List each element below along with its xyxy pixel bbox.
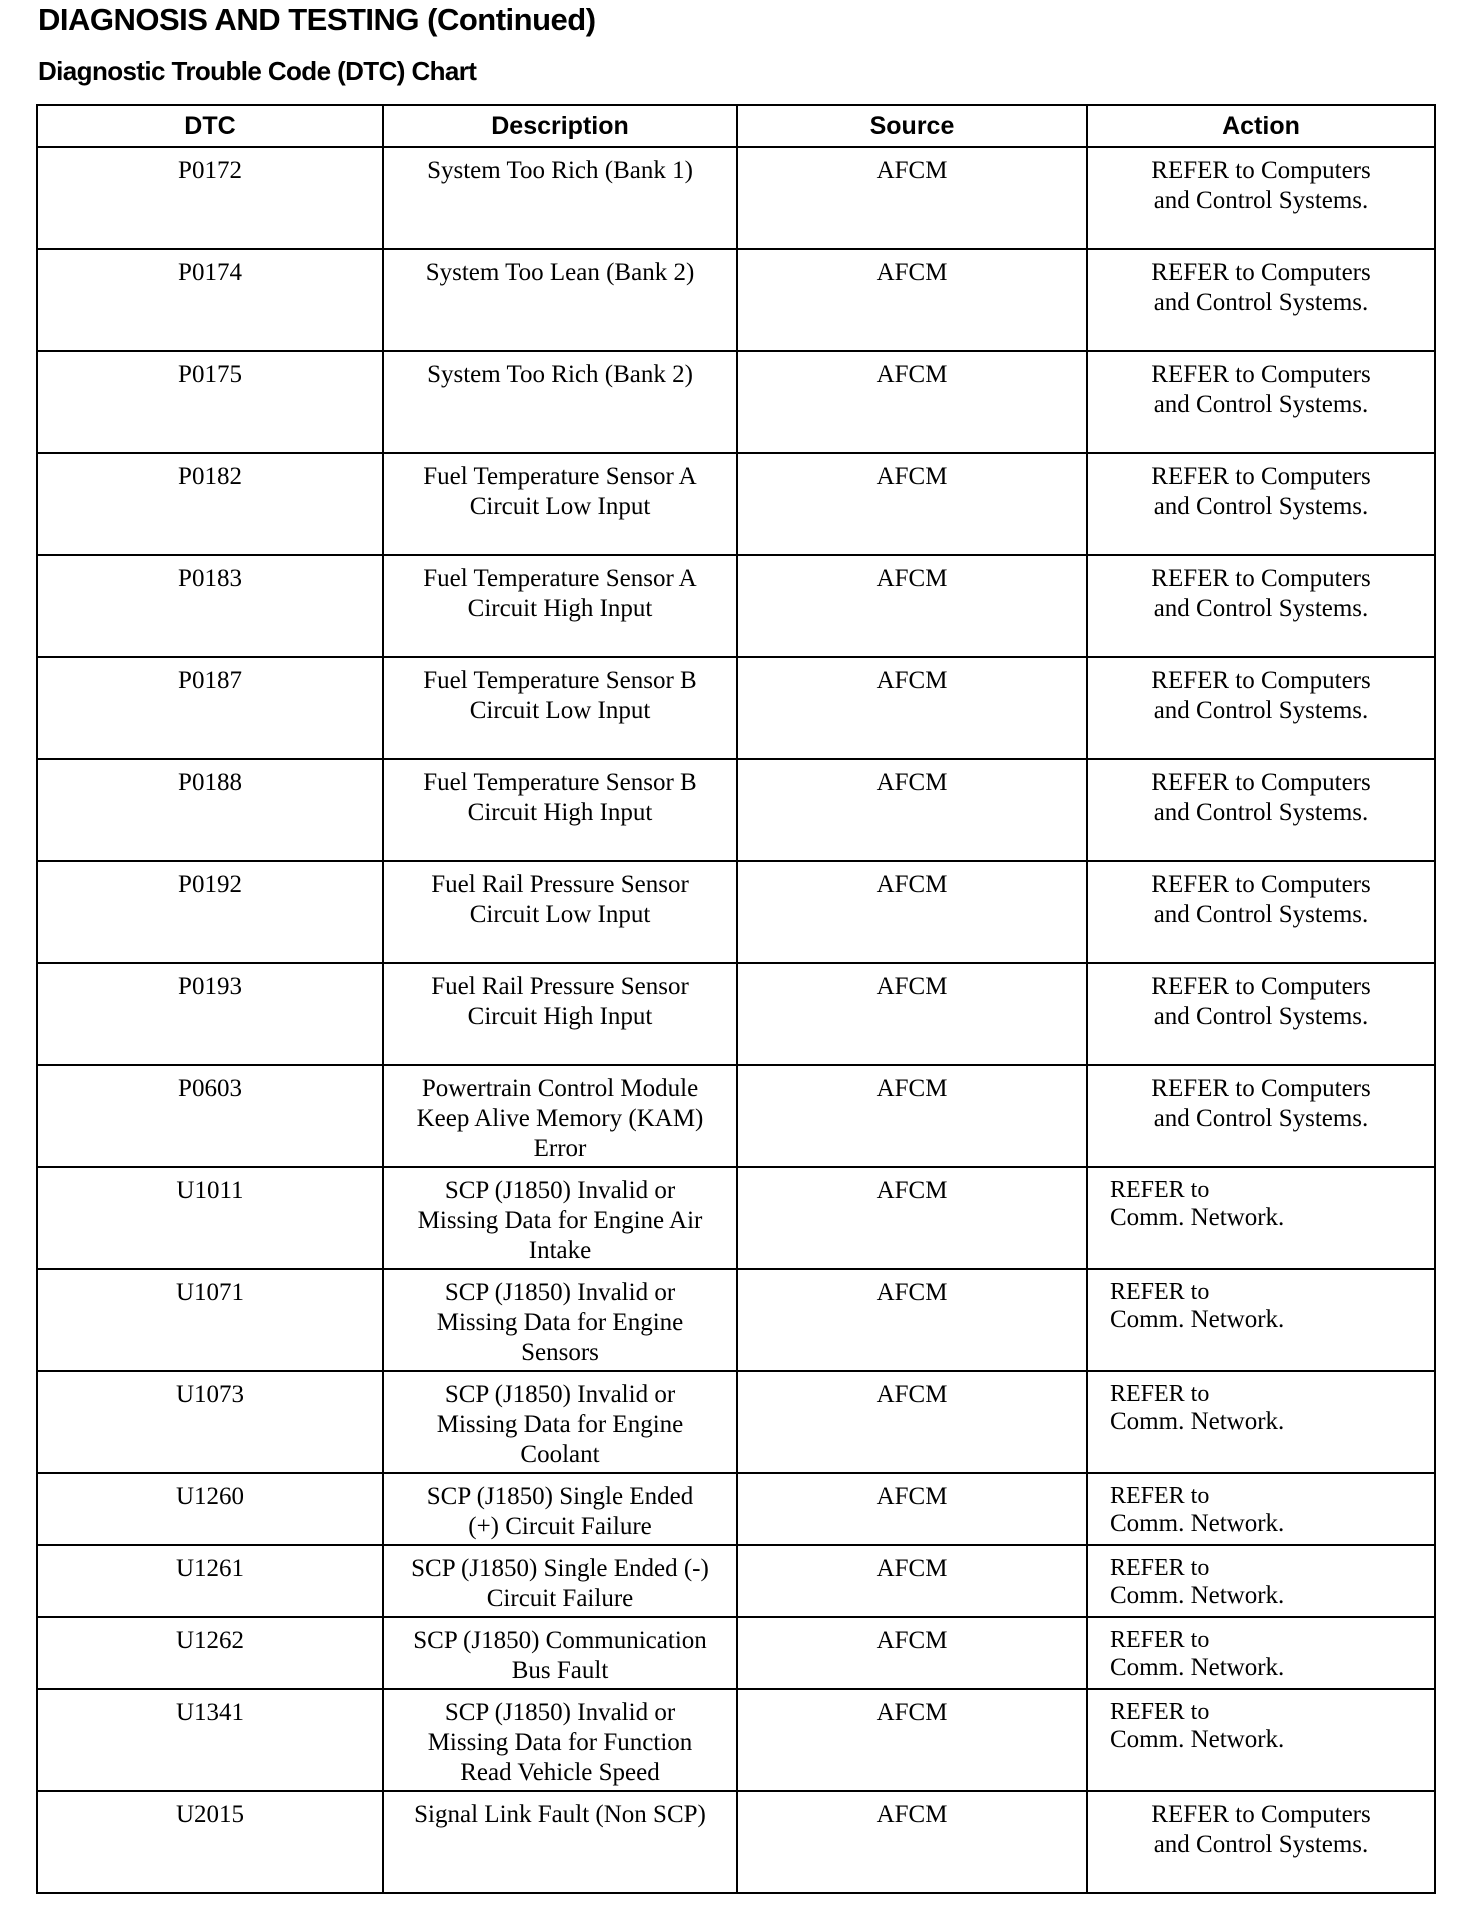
table-row [37, 657, 1435, 759]
description-line: Fuel Temperature Sensor A [423, 565, 697, 592]
action-cell [1087, 963, 1435, 1065]
description-cell [383, 1473, 737, 1545]
dtc-code-cell: P0183 [37, 555, 383, 657]
action-cell [1087, 861, 1435, 963]
dtc-code-cell: U2015 [37, 1791, 383, 1893]
action-cell [1087, 1473, 1435, 1545]
description-cell [383, 453, 737, 555]
source-cell: AFCM [737, 147, 1087, 249]
description-line: SCP (J1850) Invalid or [444, 1279, 676, 1306]
dtc-code-cell: U1260 [37, 1473, 383, 1545]
description-line: System Too Lean (Bank 2) [425, 259, 695, 286]
description-line: Circuit High Input [467, 595, 653, 622]
action-line: and Control Systems. [1153, 1105, 1369, 1132]
action-line: Comm. Network. [1110, 1510, 1285, 1537]
description-line: SCP (J1850) Invalid or [444, 1699, 676, 1726]
action-line: Comm. Network. [1110, 1582, 1285, 1609]
description-line: System Too Rich (Bank 1) [427, 157, 693, 184]
action-cell [1087, 1371, 1435, 1473]
description-line: SCP (J1850) Invalid or [444, 1381, 676, 1408]
action-line: and Control Systems. [1153, 595, 1369, 622]
action-cell [1087, 453, 1435, 555]
table-row [37, 1545, 1435, 1617]
action-line: and Control Systems. [1153, 697, 1369, 724]
action-line: REFER to Computers [1151, 973, 1371, 1000]
description-cell [383, 657, 737, 759]
column-header-dtc: DTC [37, 105, 383, 147]
description-cell [383, 1269, 737, 1371]
action-cell [1087, 147, 1435, 249]
action-line: REFER to Computers [1151, 157, 1371, 184]
table-row [37, 453, 1435, 555]
dtc-code-cell: U1341 [37, 1689, 383, 1791]
description-line: Sensors [521, 1339, 599, 1366]
action-line: REFER to [1110, 1555, 1210, 1581]
source-cell: AFCM [737, 1371, 1087, 1473]
action-line: REFER to Computers [1151, 565, 1371, 592]
action-line: REFER to Computers [1151, 361, 1371, 388]
chart-subheading: Diagnostic Trouble Code (DTC) Chart [38, 56, 477, 86]
dtc-code-cell: P0175 [37, 351, 383, 453]
column-header-description: Description [383, 105, 737, 147]
action-cell [1087, 1791, 1435, 1893]
dtc-code-cell: P0187 [37, 657, 383, 759]
action-line: REFER to Computers [1151, 769, 1371, 796]
action-line: REFER to [1110, 1699, 1210, 1725]
action-line: REFER to Computers [1151, 871, 1371, 898]
table-body [37, 147, 1435, 1893]
dtc-code-cell: P0188 [37, 759, 383, 861]
description-line: SCP (J1850) Communication [413, 1627, 707, 1654]
dtc-code-cell: U1261 [37, 1545, 383, 1617]
action-cell [1087, 1269, 1435, 1371]
source-cell: AFCM [737, 1689, 1087, 1791]
description-cell [383, 1545, 737, 1617]
action-line: and Control Systems. [1153, 1831, 1369, 1858]
dtc-code-cell: P0182 [37, 453, 383, 555]
description-cell [383, 759, 737, 861]
action-cell [1087, 1689, 1435, 1791]
description-line: Fuel Temperature Sensor A [423, 463, 697, 490]
action-cell [1087, 249, 1435, 351]
description-line: System Too Rich (Bank 2) [427, 361, 693, 388]
description-line: Missing Data for Function [427, 1729, 693, 1756]
dtc-code-cell: U1073 [37, 1371, 383, 1473]
action-line: and Control Systems. [1153, 799, 1369, 826]
action-line: and Control Systems. [1153, 289, 1369, 316]
dtc-chart-table [36, 104, 1436, 1894]
source-cell: AFCM [737, 1545, 1087, 1617]
description-line: Fuel Temperature Sensor B [423, 667, 697, 694]
description-line: Bus Fault [511, 1657, 609, 1684]
page-heading: DIAGNOSIS AND TESTING (Continued) [38, 2, 596, 37]
action-line: REFER to Computers [1151, 1801, 1371, 1828]
source-cell: AFCM [737, 1065, 1087, 1167]
description-line: Read Vehicle Speed [460, 1759, 660, 1786]
source-cell: AFCM [737, 657, 1087, 759]
dtc-code-cell: U1071 [37, 1269, 383, 1371]
table-row [37, 1689, 1435, 1791]
action-line: and Control Systems. [1153, 1003, 1369, 1030]
description-cell [383, 351, 737, 453]
action-line: REFER to Computers [1151, 259, 1371, 286]
description-cell [383, 1617, 737, 1689]
action-line: Comm. Network. [1110, 1408, 1285, 1435]
column-header-source: Source [737, 105, 1087, 147]
description-line: Coolant [520, 1441, 600, 1468]
source-cell: AFCM [737, 861, 1087, 963]
description-line: Circuit Low Input [469, 901, 651, 928]
action-line: REFER to [1110, 1177, 1210, 1203]
source-cell: AFCM [737, 249, 1087, 351]
description-cell [383, 1167, 737, 1269]
table-row [37, 1269, 1435, 1371]
action-line: REFER to Computers [1151, 463, 1371, 490]
action-line: and Control Systems. [1153, 187, 1369, 214]
action-cell [1087, 555, 1435, 657]
table-row [37, 759, 1435, 861]
action-line: REFER to Computers [1151, 1075, 1371, 1102]
action-line: Comm. Network. [1110, 1204, 1285, 1231]
description-line: Powertrain Control Module [421, 1075, 699, 1102]
table-row [37, 1791, 1435, 1893]
dtc-code-cell: U1262 [37, 1617, 383, 1689]
description-cell [383, 1791, 737, 1893]
table-header-row [37, 105, 1435, 147]
description-cell [383, 861, 737, 963]
source-cell: AFCM [737, 1269, 1087, 1371]
action-line: and Control Systems. [1153, 901, 1369, 928]
action-cell [1087, 1545, 1435, 1617]
action-cell [1087, 759, 1435, 861]
action-line: REFER to [1110, 1627, 1210, 1653]
dtc-code-cell: U1011 [37, 1167, 383, 1269]
source-cell: AFCM [737, 963, 1087, 1065]
description-line: Keep Alive Memory (KAM) [416, 1105, 704, 1132]
description-line: (+) Circuit Failure [468, 1513, 652, 1540]
description-line: Missing Data for Engine Air [417, 1207, 703, 1234]
source-cell: AFCM [737, 1167, 1087, 1269]
source-cell: AFCM [737, 1473, 1087, 1545]
description-line: Fuel Rail Pressure Sensor [431, 973, 689, 1000]
description-cell [383, 555, 737, 657]
description-line: Circuit Low Input [469, 697, 651, 724]
description-line: Signal Link Fault (Non SCP) [414, 1801, 706, 1828]
description-line: Missing Data for Engine [436, 1411, 684, 1438]
dtc-code-cell: P0174 [37, 249, 383, 351]
action-cell [1087, 351, 1435, 453]
description-cell [383, 1065, 737, 1167]
action-line: Comm. Network. [1110, 1654, 1285, 1681]
source-cell: AFCM [737, 453, 1087, 555]
table-row [37, 1065, 1435, 1167]
description-line: SCP (J1850) Invalid or [444, 1177, 676, 1204]
dtc-code-cell: P0603 [37, 1065, 383, 1167]
action-cell [1087, 1167, 1435, 1269]
table-row [37, 351, 1435, 453]
description-cell [383, 147, 737, 249]
source-cell: AFCM [737, 555, 1087, 657]
action-line: and Control Systems. [1153, 493, 1369, 520]
action-line: REFER to [1110, 1279, 1210, 1305]
description-line: SCP (J1850) Single Ended (-) [411, 1555, 709, 1582]
source-cell: AFCM [737, 1617, 1087, 1689]
dtc-code-cell: P0193 [37, 963, 383, 1065]
table-row [37, 1167, 1435, 1269]
description-cell [383, 963, 737, 1065]
source-cell: AFCM [737, 351, 1087, 453]
action-line: REFER to Computers [1151, 667, 1371, 694]
table-row [37, 1371, 1435, 1473]
description-line: Intake [528, 1237, 592, 1264]
table-row [37, 963, 1435, 1065]
dtc-code-cell: P0192 [37, 861, 383, 963]
description-cell [383, 1371, 737, 1473]
description-cell [383, 249, 737, 351]
column-header-action: Action [1087, 105, 1435, 147]
description-line: Circuit High Input [467, 1003, 653, 1030]
source-cell: AFCM [737, 759, 1087, 861]
action-line: REFER to [1110, 1483, 1210, 1509]
table-row [37, 555, 1435, 657]
description-line: Circuit Failure [486, 1585, 634, 1612]
table-row [37, 249, 1435, 351]
action-cell [1087, 657, 1435, 759]
description-line: Fuel Rail Pressure Sensor [431, 871, 689, 898]
description-line: Circuit Low Input [469, 493, 651, 520]
table-row [37, 1617, 1435, 1689]
description-line: Error [533, 1135, 587, 1162]
description-line: SCP (J1850) Single Ended [426, 1483, 694, 1510]
table-row [37, 861, 1435, 963]
description-line: Missing Data for Engine [436, 1309, 684, 1336]
table-row [37, 1473, 1435, 1545]
action-line: Comm. Network. [1110, 1306, 1285, 1333]
table-row [37, 147, 1435, 249]
action-line: REFER to [1110, 1381, 1210, 1407]
source-cell: AFCM [737, 1791, 1087, 1893]
description-cell [383, 1689, 737, 1791]
action-line: and Control Systems. [1153, 391, 1369, 418]
action-cell [1087, 1617, 1435, 1689]
action-line: Comm. Network. [1110, 1726, 1285, 1753]
description-line: Circuit High Input [467, 799, 653, 826]
action-cell [1087, 1065, 1435, 1167]
dtc-code-cell: P0172 [37, 147, 383, 249]
description-line: Fuel Temperature Sensor B [423, 769, 697, 796]
